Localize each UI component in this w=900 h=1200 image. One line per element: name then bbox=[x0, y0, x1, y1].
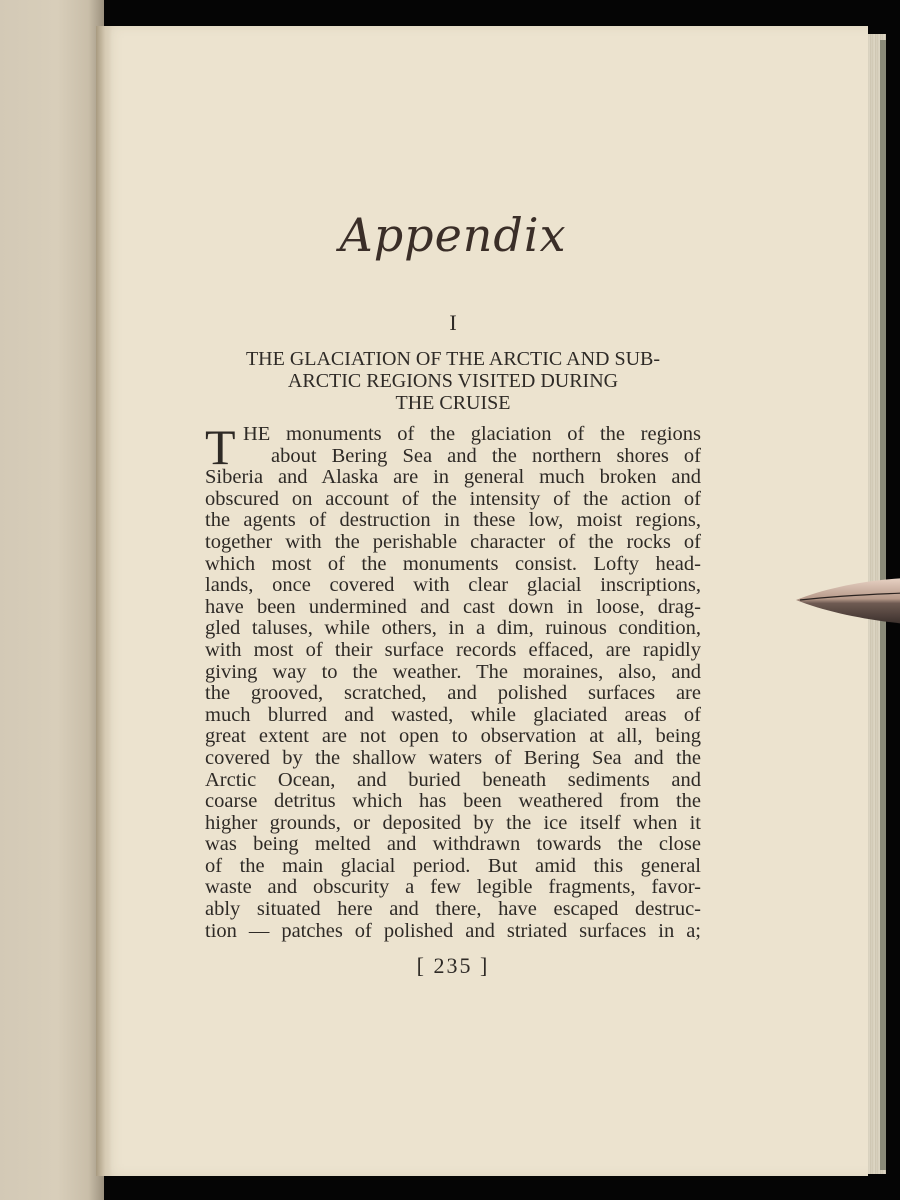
text-line: higher grounds, or deposited by the ice itself when it bbox=[205, 812, 701, 834]
text-line: of the main glacial period. But amid this general bbox=[205, 855, 701, 877]
text-line: covered by the shallow waters of Bering Sea and the bbox=[205, 747, 701, 769]
body-text bbox=[205, 419, 701, 942]
text-line: ably situated here and there, have escaped destruc- bbox=[205, 899, 701, 921]
heading-line: ARCTIC REGIONS VISITED DURING bbox=[287, 370, 619, 392]
text-line: Siberia and Alaska are in general much broken and bbox=[205, 467, 701, 489]
section-heading bbox=[205, 348, 701, 414]
text-line: Arctic Ocean, and buried beneath sediments and bbox=[205, 769, 701, 791]
text-line: great extent are not open to observation at all, being bbox=[205, 726, 701, 748]
text-line: coarse detritus which has been weathered from the bbox=[205, 791, 701, 813]
text-line: lands, once covered with clear glacial inscriptions, bbox=[205, 575, 701, 597]
facing-page bbox=[0, 0, 104, 1200]
text-line: was being melted and withdrawn towards the close bbox=[205, 834, 701, 856]
page-number: [ 235 ] bbox=[416, 953, 490, 978]
drop-cap: T bbox=[205, 419, 236, 475]
page-gutter bbox=[96, 26, 112, 1176]
text-line: about Bering Sea and the northern shores of bbox=[271, 445, 701, 467]
text-line: gled taluses, while others, in a dim, ruinous condition, bbox=[205, 618, 701, 640]
text-line: with most of their surface records effaced, are rapidly bbox=[205, 639, 701, 661]
text-line: tion — patches of polished and striated surfaces in a; bbox=[205, 920, 701, 942]
text-line: much blurred and wasted, while glaciated areas of bbox=[205, 704, 701, 726]
text-line: the agents of destruction in these low, moist regions, bbox=[205, 510, 701, 532]
pen-nib-icon bbox=[796, 578, 900, 624]
text-line: which most of the monuments consist. Lofty head- bbox=[205, 553, 701, 575]
text-line: obscured on account of the intensity of the action of bbox=[205, 488, 701, 510]
heading-line: THE GLACIATION OF THE ARCTIC AND SUB- bbox=[245, 348, 661, 370]
text-line: the grooved, scratched, and polished surfaces are bbox=[205, 683, 701, 705]
heading-line: THE CRUISE bbox=[395, 392, 511, 414]
text-line: HE monuments of the glaciation of the regions bbox=[243, 424, 701, 445]
text-line: together with the perishable character of the rocks of bbox=[205, 531, 701, 553]
text-line: waste and obscurity a few legible fragments, favor- bbox=[205, 877, 701, 899]
text-line: have been undermined and cast down in loose, drag- bbox=[205, 596, 701, 618]
appendix-title: Appendix bbox=[339, 208, 567, 262]
drop-cap-block bbox=[205, 419, 701, 475]
section-number: I bbox=[449, 310, 457, 335]
text-line: giving way to the weather. The moraines, also, and bbox=[205, 661, 701, 683]
